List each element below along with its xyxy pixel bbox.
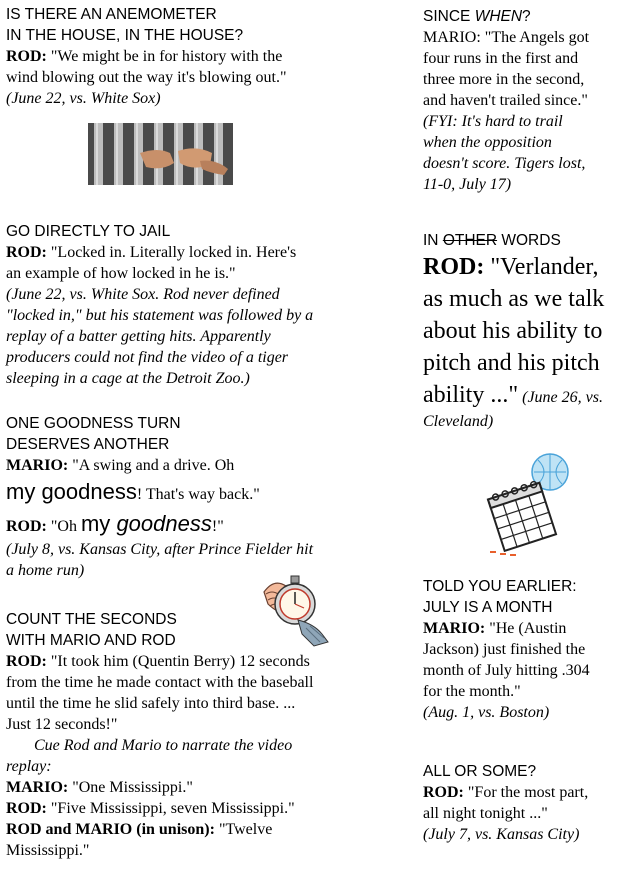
quote-text: "It took him (Quentin Berry) 12 seconds bbox=[46, 653, 310, 670]
source-note: (FYI: It's hard to trail bbox=[423, 113, 563, 130]
source-note: (June 26, vs. bbox=[518, 389, 603, 406]
quote-emphasis: my goodness bbox=[6, 479, 137, 504]
section-go-directly-to-jail bbox=[6, 221, 313, 389]
quote-text: for the month." bbox=[423, 683, 521, 700]
quote-text: "Verlander, bbox=[484, 254, 599, 280]
cue-text: Cue Rod and Mario to narrate the video bbox=[34, 737, 293, 754]
section-heading: IN THE HOUSE, IN THE HOUSE? bbox=[6, 27, 244, 44]
quote-text: ability ..." bbox=[423, 382, 519, 408]
quote-text: ! That's way back." bbox=[136, 486, 260, 503]
quote-text: "Locked in. Literally locked in. Here's bbox=[46, 244, 297, 261]
speaker-label: ROD: bbox=[6, 48, 47, 65]
section-heading: IN OTHER WORDS bbox=[423, 232, 561, 249]
source-note: 11-0, July 17) bbox=[423, 176, 512, 193]
section-heading: GO DIRECTLY TO JAIL bbox=[6, 223, 171, 240]
section-all-or-some bbox=[423, 761, 588, 845]
source-note: (July 7, vs. Kansas City) bbox=[423, 826, 580, 843]
section-heading: ONE GOODNESS TURN bbox=[6, 415, 181, 432]
quote-text: four runs in the first and bbox=[423, 50, 579, 67]
source-note: doesn't score. Tigers lost, bbox=[423, 155, 586, 172]
quote-text: !" bbox=[211, 518, 224, 535]
speaker-label: MARIO: bbox=[6, 457, 69, 474]
source-note: (June 22, vs. White Sox) bbox=[6, 90, 161, 107]
quote-text: "We might be in for history with the bbox=[46, 48, 283, 65]
quote-text: Jackson) just finished the bbox=[423, 641, 586, 658]
speaker-label: ROD: bbox=[6, 244, 47, 261]
source-note: (July 8, vs. Kansas City, after Prince Fielder hit bbox=[6, 541, 314, 558]
section-heading: SINCE WHEN? bbox=[423, 8, 531, 25]
quote-text: MARIO: "The Angels got bbox=[423, 29, 590, 46]
quote-text: Just 12 seconds!" bbox=[6, 716, 118, 733]
speaker-label: MARIO: bbox=[6, 779, 69, 796]
source-note: "locked in," but his statement was followed by a bbox=[6, 307, 314, 324]
source-note: a home run) bbox=[6, 562, 85, 579]
quote-text: "He (Austin bbox=[485, 620, 567, 637]
quote-text: "Oh bbox=[46, 518, 81, 535]
calendar-with-globe-icon bbox=[482, 450, 572, 560]
section-heading: ALL OR SOME? bbox=[423, 763, 537, 780]
quote-text: about his ability to bbox=[423, 318, 603, 344]
speaker-label: ROD and MARIO (in unison): bbox=[6, 821, 215, 838]
quote-text: and haven't trailed since." bbox=[423, 92, 588, 109]
section-in-other-words bbox=[423, 230, 604, 432]
section-told-you-earlier bbox=[423, 576, 590, 723]
quote-text: an example of how locked in he is." bbox=[6, 265, 236, 282]
quote-text: from the time he made contact with the baseball bbox=[6, 674, 314, 691]
section-heading: WITH MARIO AND ROD bbox=[6, 632, 176, 649]
quote-text: "A swing and a drive. Oh bbox=[68, 457, 235, 474]
quote-text: wind blowing out the way it's blowing out." bbox=[6, 69, 287, 86]
section-heading: JULY IS A MONTH bbox=[423, 599, 553, 616]
quote-text: all night tonight ..." bbox=[423, 805, 548, 822]
quote-text: "Twelve bbox=[214, 821, 273, 838]
source-note: (June 22, vs. White Sox. Rod never defined bbox=[6, 286, 280, 303]
speaker-label: ROD: bbox=[423, 784, 464, 801]
section-anemometer bbox=[6, 4, 287, 109]
source-note: Cleveland) bbox=[423, 413, 494, 430]
quote-text: "For the most part, bbox=[463, 784, 589, 801]
quote-text: Mississippi." bbox=[6, 842, 90, 859]
quote-emphasis: goodness bbox=[116, 511, 212, 536]
section-heading: TOLD YOU EARLIER: bbox=[423, 578, 577, 595]
quote-text: month of July hitting .304 bbox=[423, 662, 590, 679]
section-one-goodness-turn bbox=[6, 413, 313, 581]
section-heading: DESERVES ANOTHER bbox=[6, 436, 170, 453]
quote-text: three more in the second, bbox=[423, 71, 585, 88]
jail-bars-hands-icon bbox=[88, 123, 233, 185]
quote-text: "One Mississippi." bbox=[68, 779, 193, 796]
speaker-label: ROD: bbox=[6, 518, 47, 535]
source-note: sleeping in a cage at the Detroit Zoo.) bbox=[6, 370, 250, 387]
source-note: when the opposition bbox=[423, 134, 552, 151]
source-note: (Aug. 1, vs. Boston) bbox=[423, 704, 550, 721]
source-note: replay of a batter getting hits. Apparently bbox=[6, 328, 271, 345]
speaker-label: ROD: bbox=[423, 254, 485, 280]
quote-emphasis: my bbox=[80, 511, 117, 536]
speaker-label: MARIO: bbox=[423, 620, 486, 637]
section-heading: IS THERE AN ANEMOMETER bbox=[6, 6, 217, 23]
quote-text: as much as we talk bbox=[423, 286, 605, 312]
quote-text: pitch and his pitch bbox=[423, 350, 600, 376]
section-count-the-seconds bbox=[6, 609, 313, 861]
section-heading: COUNT THE SECONDS bbox=[6, 611, 177, 628]
quote-text: until the time he slid safely into third base. ... bbox=[6, 695, 296, 712]
quote-text: "Five Mississippi, seven Mississippi." bbox=[46, 800, 295, 817]
speaker-label: ROD: bbox=[6, 800, 47, 817]
speaker-label: ROD: bbox=[6, 653, 47, 670]
section-since-when bbox=[423, 6, 589, 195]
cue-text: replay: bbox=[6, 758, 52, 775]
source-note: producers could not find the video of a tiger bbox=[6, 349, 289, 366]
